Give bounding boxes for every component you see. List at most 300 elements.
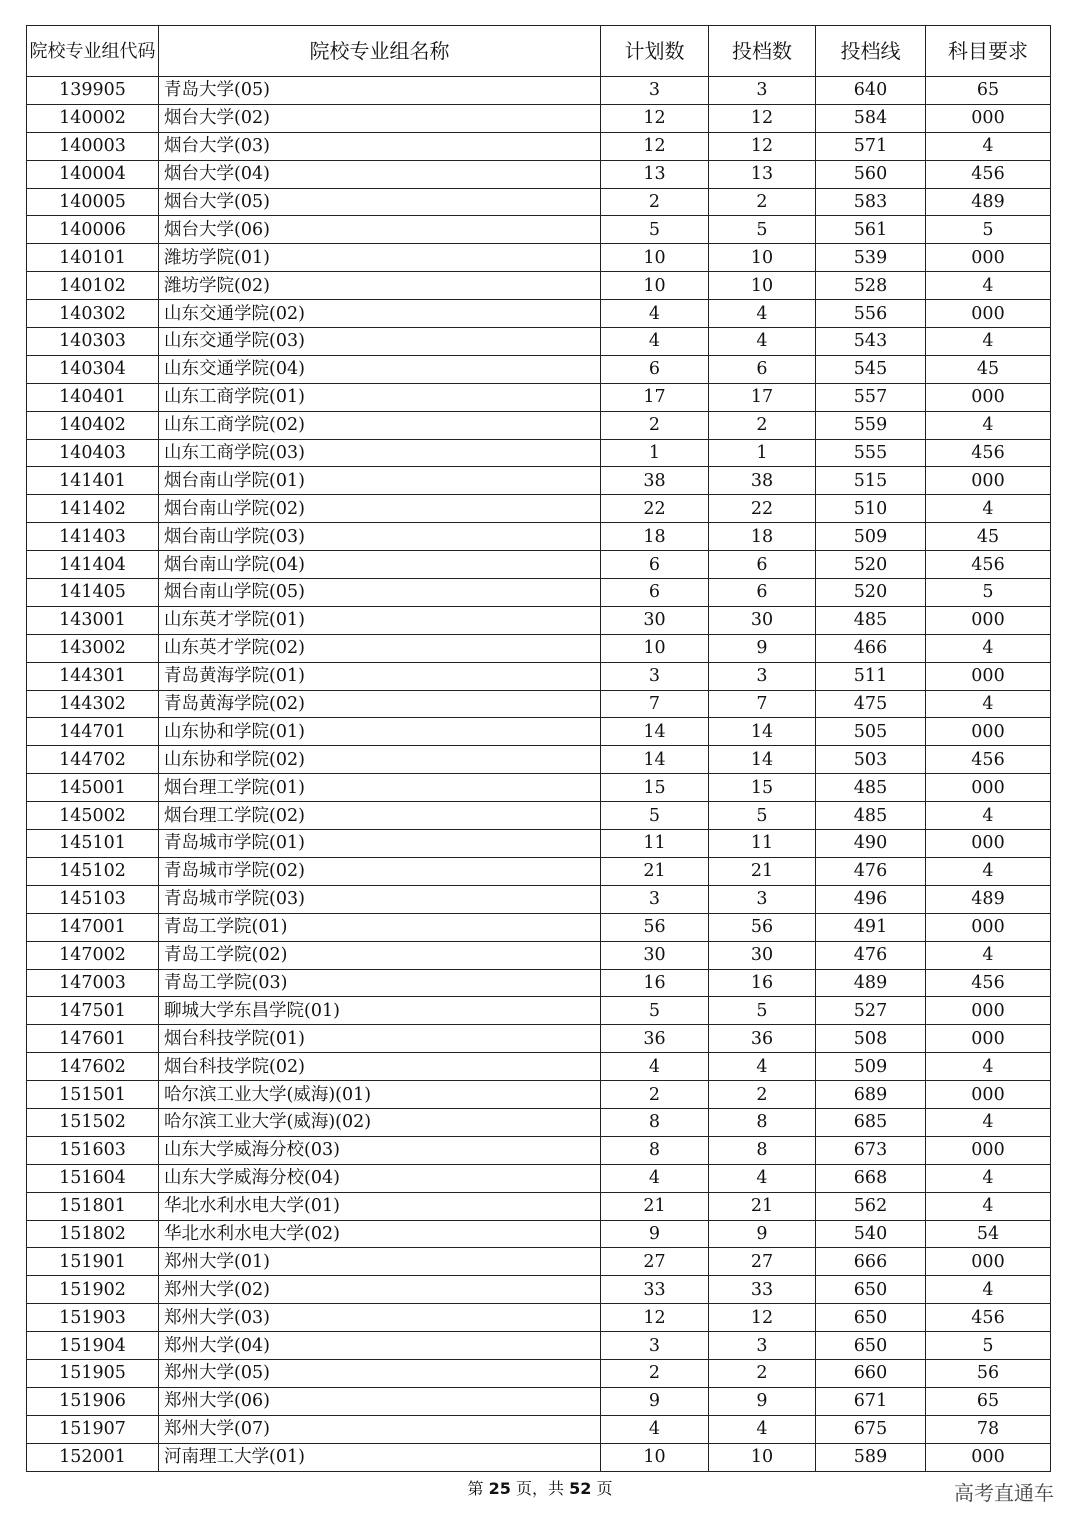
cell-score: 584 [816, 104, 926, 132]
table-row [27, 830, 1051, 858]
table-header-row [27, 26, 1051, 77]
cell-subjects: 45 [926, 523, 1051, 551]
table-row [27, 1136, 1051, 1164]
cell-score: 505 [816, 718, 926, 746]
cell-code: 145103 [27, 885, 159, 913]
cell-admitted: 9 [709, 1220, 816, 1248]
cell-code: 151904 [27, 1332, 159, 1360]
cell-plan: 16 [601, 969, 709, 997]
cell-plan: 2 [601, 1359, 709, 1387]
cell-name: 烟台大学(04) [159, 160, 601, 188]
cell-subjects: 489 [926, 885, 1051, 913]
table-row [27, 1081, 1051, 1109]
cell-subjects: 4 [926, 1164, 1051, 1192]
table-row [27, 244, 1051, 272]
cell-subjects: 000 [926, 662, 1051, 690]
footer-total-pages: 52 [569, 1479, 592, 1498]
cell-code: 140003 [27, 132, 159, 160]
cell-name: 郑州大学(07) [159, 1415, 601, 1443]
cell-plan: 10 [601, 244, 709, 272]
cell-code: 145102 [27, 857, 159, 885]
table-row [27, 1387, 1051, 1415]
cell-plan: 5 [601, 802, 709, 830]
cell-subjects: 5 [926, 579, 1051, 607]
cell-subjects: 4 [926, 802, 1051, 830]
cell-score: 673 [816, 1136, 926, 1164]
cell-score: 689 [816, 1081, 926, 1109]
cell-score: 485 [816, 774, 926, 802]
table-row [27, 1415, 1051, 1443]
cell-score: 476 [816, 941, 926, 969]
cell-admitted: 38 [709, 467, 816, 495]
cell-subjects: 000 [926, 104, 1051, 132]
cell-plan: 6 [601, 355, 709, 383]
cell-code: 141402 [27, 495, 159, 523]
cell-score: 509 [816, 523, 926, 551]
cell-code: 144701 [27, 718, 159, 746]
cell-name: 郑州大学(03) [159, 1304, 601, 1332]
cell-subjects: 000 [926, 467, 1051, 495]
cell-code: 145002 [27, 802, 159, 830]
cell-name: 青岛大学(05) [159, 77, 601, 105]
cell-code: 151603 [27, 1136, 159, 1164]
cell-plan: 38 [601, 467, 709, 495]
cell-plan: 18 [601, 523, 709, 551]
cell-score: 491 [816, 913, 926, 941]
cell-plan: 27 [601, 1248, 709, 1276]
cell-name: 山东英才学院(02) [159, 634, 601, 662]
cell-subjects: 4 [926, 132, 1051, 160]
cell-admitted: 8 [709, 1108, 816, 1136]
cell-score: 475 [816, 690, 926, 718]
cell-name: 青岛黄海学院(01) [159, 662, 601, 690]
cell-name: 青岛城市学院(02) [159, 857, 601, 885]
table-row [27, 77, 1051, 105]
cell-admitted: 21 [709, 1192, 816, 1220]
cell-name: 烟台大学(02) [159, 104, 601, 132]
table-row [27, 272, 1051, 300]
cell-plan: 15 [601, 774, 709, 802]
cell-plan: 4 [601, 1164, 709, 1192]
cell-plan: 3 [601, 885, 709, 913]
cell-score: 543 [816, 328, 926, 356]
table-row [27, 1248, 1051, 1276]
cell-plan: 10 [601, 634, 709, 662]
watermark: 高考直通车 [954, 1481, 1054, 1505]
cell-admitted: 4 [709, 300, 816, 328]
cell-name: 哈尔滨工业大学(威海)(02) [159, 1108, 601, 1136]
cell-name: 山东交通学院(02) [159, 300, 601, 328]
cell-score: 671 [816, 1387, 926, 1415]
cell-admitted: 2 [709, 411, 816, 439]
cell-subjects: 000 [926, 383, 1051, 411]
cell-score: 509 [816, 1053, 926, 1081]
table-row [27, 1332, 1051, 1360]
cell-admitted: 27 [709, 1248, 816, 1276]
cell-admitted: 3 [709, 77, 816, 105]
cell-plan: 9 [601, 1387, 709, 1415]
cell-code: 151906 [27, 1387, 159, 1415]
cell-name: 郑州大学(02) [159, 1276, 601, 1304]
cell-subjects: 000 [926, 997, 1051, 1025]
cell-admitted: 5 [709, 802, 816, 830]
cell-code: 151604 [27, 1164, 159, 1192]
cell-admitted: 30 [709, 941, 816, 969]
cell-name: 山东交通学院(03) [159, 328, 601, 356]
cell-name: 山东工商学院(01) [159, 383, 601, 411]
cell-code: 140004 [27, 160, 159, 188]
cell-subjects: 000 [926, 774, 1051, 802]
table-row [27, 1304, 1051, 1332]
cell-subjects: 56 [926, 1359, 1051, 1387]
cell-score: 571 [816, 132, 926, 160]
cell-plan: 12 [601, 132, 709, 160]
cell-code: 152001 [27, 1443, 159, 1471]
cell-score: 555 [816, 439, 926, 467]
cell-admitted: 5 [709, 216, 816, 244]
cell-subjects: 489 [926, 188, 1051, 216]
table-row [27, 746, 1051, 774]
cell-plan: 8 [601, 1108, 709, 1136]
cell-subjects: 000 [926, 718, 1051, 746]
cell-admitted: 17 [709, 383, 816, 411]
cell-admitted: 12 [709, 104, 816, 132]
table-row [27, 634, 1051, 662]
cell-code: 147001 [27, 913, 159, 941]
cell-plan: 14 [601, 746, 709, 774]
cell-admitted: 6 [709, 579, 816, 607]
cell-admitted: 30 [709, 606, 816, 634]
cell-code: 151801 [27, 1192, 159, 1220]
table-row [27, 690, 1051, 718]
cell-admitted: 3 [709, 885, 816, 913]
cell-score: 489 [816, 969, 926, 997]
footer-prefix: 第 [467, 1479, 484, 1498]
cell-code: 140302 [27, 300, 159, 328]
cell-name: 潍坊学院(01) [159, 244, 601, 272]
cell-score: 508 [816, 1025, 926, 1053]
cell-plan: 3 [601, 1332, 709, 1360]
cell-plan: 4 [601, 300, 709, 328]
cell-subjects: 4 [926, 857, 1051, 885]
cell-subjects: 456 [926, 746, 1051, 774]
cell-admitted: 18 [709, 523, 816, 551]
cell-plan: 1 [601, 439, 709, 467]
cell-name: 山东英才学院(01) [159, 606, 601, 634]
cell-name: 郑州大学(05) [159, 1359, 601, 1387]
cell-plan: 30 [601, 606, 709, 634]
cell-score: 485 [816, 802, 926, 830]
table-row [27, 132, 1051, 160]
cell-name: 郑州大学(06) [159, 1387, 601, 1415]
cell-score: 556 [816, 300, 926, 328]
cell-code: 144702 [27, 746, 159, 774]
header-code: 院校专业组代码 [27, 26, 159, 77]
cell-score: 557 [816, 383, 926, 411]
cell-code: 147601 [27, 1025, 159, 1053]
table-row [27, 1276, 1051, 1304]
cell-plan: 10 [601, 272, 709, 300]
cell-code: 143001 [27, 606, 159, 634]
cell-subjects: 4 [926, 941, 1051, 969]
cell-admitted: 9 [709, 1387, 816, 1415]
cell-subjects: 000 [926, 1443, 1051, 1471]
cell-score: 650 [816, 1276, 926, 1304]
cell-plan: 8 [601, 1136, 709, 1164]
table-row [27, 328, 1051, 356]
table-row [27, 104, 1051, 132]
cell-code: 151907 [27, 1415, 159, 1443]
cell-admitted: 36 [709, 1025, 816, 1053]
cell-plan: 4 [601, 1053, 709, 1081]
cell-plan: 6 [601, 579, 709, 607]
table-row [27, 1443, 1051, 1471]
cell-subjects: 4 [926, 328, 1051, 356]
cell-score: 485 [816, 606, 926, 634]
header-plan: 计划数 [601, 26, 709, 77]
table-row [27, 467, 1051, 495]
cell-score: 520 [816, 551, 926, 579]
cell-plan: 11 [601, 830, 709, 858]
cell-name: 山东协和学院(02) [159, 746, 601, 774]
header-subjects: 科目要求 [926, 26, 1051, 77]
cell-subjects: 000 [926, 1136, 1051, 1164]
cell-score: 510 [816, 495, 926, 523]
cell-plan: 5 [601, 997, 709, 1025]
cell-score: 540 [816, 1220, 926, 1248]
cell-score: 562 [816, 1192, 926, 1220]
cell-subjects: 456 [926, 1304, 1051, 1332]
cell-subjects: 456 [926, 439, 1051, 467]
cell-code: 147501 [27, 997, 159, 1025]
cell-score: 561 [816, 216, 926, 244]
cell-score: 527 [816, 997, 926, 1025]
cell-subjects: 000 [926, 1025, 1051, 1053]
cell-subjects: 4 [926, 411, 1051, 439]
cell-subjects: 54 [926, 1220, 1051, 1248]
table-row [27, 1359, 1051, 1387]
cell-code: 140002 [27, 104, 159, 132]
cell-subjects: 456 [926, 969, 1051, 997]
cell-admitted: 10 [709, 272, 816, 300]
cell-admitted: 8 [709, 1136, 816, 1164]
cell-score: 583 [816, 188, 926, 216]
cell-subjects: 4 [926, 690, 1051, 718]
cell-admitted: 9 [709, 634, 816, 662]
cell-code: 143002 [27, 634, 159, 662]
cell-plan: 10 [601, 1443, 709, 1471]
cell-code: 141403 [27, 523, 159, 551]
cell-code: 144301 [27, 662, 159, 690]
cell-subjects: 456 [926, 160, 1051, 188]
cell-plan: 36 [601, 1025, 709, 1053]
cell-admitted: 56 [709, 913, 816, 941]
cell-name: 烟台南山学院(02) [159, 495, 601, 523]
cell-admitted: 10 [709, 1443, 816, 1471]
cell-plan: 22 [601, 495, 709, 523]
cell-code: 139905 [27, 77, 159, 105]
cell-admitted: 2 [709, 1359, 816, 1387]
cell-name: 烟台南山学院(05) [159, 579, 601, 607]
cell-admitted: 6 [709, 355, 816, 383]
table-row [27, 579, 1051, 607]
cell-subjects: 000 [926, 606, 1051, 634]
header-admitted: 投档数 [709, 26, 816, 77]
cell-name: 山东交通学院(04) [159, 355, 601, 383]
cell-subjects: 000 [926, 244, 1051, 272]
cell-code: 140402 [27, 411, 159, 439]
cell-subjects: 4 [926, 1108, 1051, 1136]
cell-plan: 9 [601, 1220, 709, 1248]
table-row [27, 495, 1051, 523]
cell-plan: 4 [601, 328, 709, 356]
cell-name: 烟台科技学院(02) [159, 1053, 601, 1081]
cell-plan: 12 [601, 1304, 709, 1332]
cell-name: 烟台理工学院(01) [159, 774, 601, 802]
cell-name: 郑州大学(04) [159, 1332, 601, 1360]
table-row [27, 1164, 1051, 1192]
cell-name: 聊城大学东昌学院(01) [159, 997, 601, 1025]
cell-plan: 6 [601, 551, 709, 579]
cell-name: 青岛黄海学院(02) [159, 690, 601, 718]
cell-name: 华北水利水电大学(02) [159, 1220, 601, 1248]
cell-name: 山东工商学院(03) [159, 439, 601, 467]
cell-name: 华北水利水电大学(01) [159, 1192, 601, 1220]
cell-score: 660 [816, 1359, 926, 1387]
cell-name: 青岛工学院(03) [159, 969, 601, 997]
cell-admitted: 4 [709, 1164, 816, 1192]
cell-admitted: 6 [709, 551, 816, 579]
cell-subjects: 4 [926, 1276, 1051, 1304]
cell-score: 490 [816, 830, 926, 858]
cell-score: 650 [816, 1332, 926, 1360]
cell-score: 503 [816, 746, 926, 774]
cell-admitted: 3 [709, 662, 816, 690]
table-row [27, 1108, 1051, 1136]
cell-subjects: 5 [926, 1332, 1051, 1360]
cell-plan: 33 [601, 1276, 709, 1304]
cell-score: 476 [816, 857, 926, 885]
cell-admitted: 14 [709, 718, 816, 746]
table-row [27, 941, 1051, 969]
cell-admitted: 5 [709, 997, 816, 1025]
cell-name: 烟台科技学院(01) [159, 1025, 601, 1053]
cell-score: 466 [816, 634, 926, 662]
table-row [27, 188, 1051, 216]
cell-name: 山东协和学院(01) [159, 718, 601, 746]
cell-plan: 12 [601, 104, 709, 132]
cell-admitted: 4 [709, 1415, 816, 1443]
cell-subjects: 4 [926, 1192, 1051, 1220]
table-row [27, 160, 1051, 188]
cell-score: 539 [816, 244, 926, 272]
table-row [27, 997, 1051, 1025]
admission-score-table [26, 25, 1051, 1472]
cell-code: 140101 [27, 244, 159, 272]
cell-name: 烟台大学(06) [159, 216, 601, 244]
cell-score: 511 [816, 662, 926, 690]
cell-subjects: 456 [926, 551, 1051, 579]
cell-score: 520 [816, 579, 926, 607]
cell-score: 515 [816, 467, 926, 495]
cell-subjects: 45 [926, 355, 1051, 383]
cell-code: 140304 [27, 355, 159, 383]
cell-admitted: 16 [709, 969, 816, 997]
cell-score: 589 [816, 1443, 926, 1471]
cell-admitted: 22 [709, 495, 816, 523]
cell-plan: 2 [601, 411, 709, 439]
cell-score: 666 [816, 1248, 926, 1276]
cell-subjects: 5 [926, 216, 1051, 244]
cell-admitted: 4 [709, 1053, 816, 1081]
cell-admitted: 3 [709, 1332, 816, 1360]
cell-name: 烟台南山学院(01) [159, 467, 601, 495]
cell-admitted: 4 [709, 328, 816, 356]
cell-code: 145101 [27, 830, 159, 858]
cell-name: 烟台大学(05) [159, 188, 601, 216]
table-row [27, 216, 1051, 244]
cell-admitted: 33 [709, 1276, 816, 1304]
cell-score: 675 [816, 1415, 926, 1443]
cell-score: 528 [816, 272, 926, 300]
cell-name: 青岛城市学院(01) [159, 830, 601, 858]
table-row [27, 551, 1051, 579]
cell-score: 685 [816, 1108, 926, 1136]
cell-name: 哈尔滨工业大学(威海)(01) [159, 1081, 601, 1109]
cell-subjects: 000 [926, 830, 1051, 858]
table-row [27, 300, 1051, 328]
table-row [27, 523, 1051, 551]
cell-plan: 3 [601, 77, 709, 105]
cell-admitted: 15 [709, 774, 816, 802]
cell-code: 140401 [27, 383, 159, 411]
table-row [27, 969, 1051, 997]
cell-code: 144302 [27, 690, 159, 718]
cell-code: 151905 [27, 1359, 159, 1387]
cell-score: 668 [816, 1164, 926, 1192]
cell-plan: 17 [601, 383, 709, 411]
table-row [27, 1053, 1051, 1081]
cell-plan: 21 [601, 1192, 709, 1220]
cell-code: 151501 [27, 1081, 159, 1109]
cell-name: 河南理工大学(01) [159, 1443, 601, 1471]
cell-code: 140102 [27, 272, 159, 300]
cell-admitted: 14 [709, 746, 816, 774]
cell-name: 青岛工学院(01) [159, 913, 601, 941]
cell-admitted: 2 [709, 188, 816, 216]
cell-admitted: 1 [709, 439, 816, 467]
cell-plan: 30 [601, 941, 709, 969]
cell-subjects: 000 [926, 1248, 1051, 1276]
cell-code: 147602 [27, 1053, 159, 1081]
cell-name: 烟台大学(03) [159, 132, 601, 160]
cell-code: 151902 [27, 1276, 159, 1304]
cell-name: 烟台南山学院(03) [159, 523, 601, 551]
table-row [27, 913, 1051, 941]
cell-code: 151901 [27, 1248, 159, 1276]
cell-plan: 2 [601, 1081, 709, 1109]
table-row [27, 774, 1051, 802]
cell-subjects: 000 [926, 300, 1051, 328]
table-row [27, 355, 1051, 383]
cell-code: 151502 [27, 1108, 159, 1136]
cell-admitted: 10 [709, 244, 816, 272]
table-row [27, 885, 1051, 913]
cell-code: 145001 [27, 774, 159, 802]
table-row [27, 802, 1051, 830]
table-row [27, 1192, 1051, 1220]
cell-name: 青岛城市学院(03) [159, 885, 601, 913]
